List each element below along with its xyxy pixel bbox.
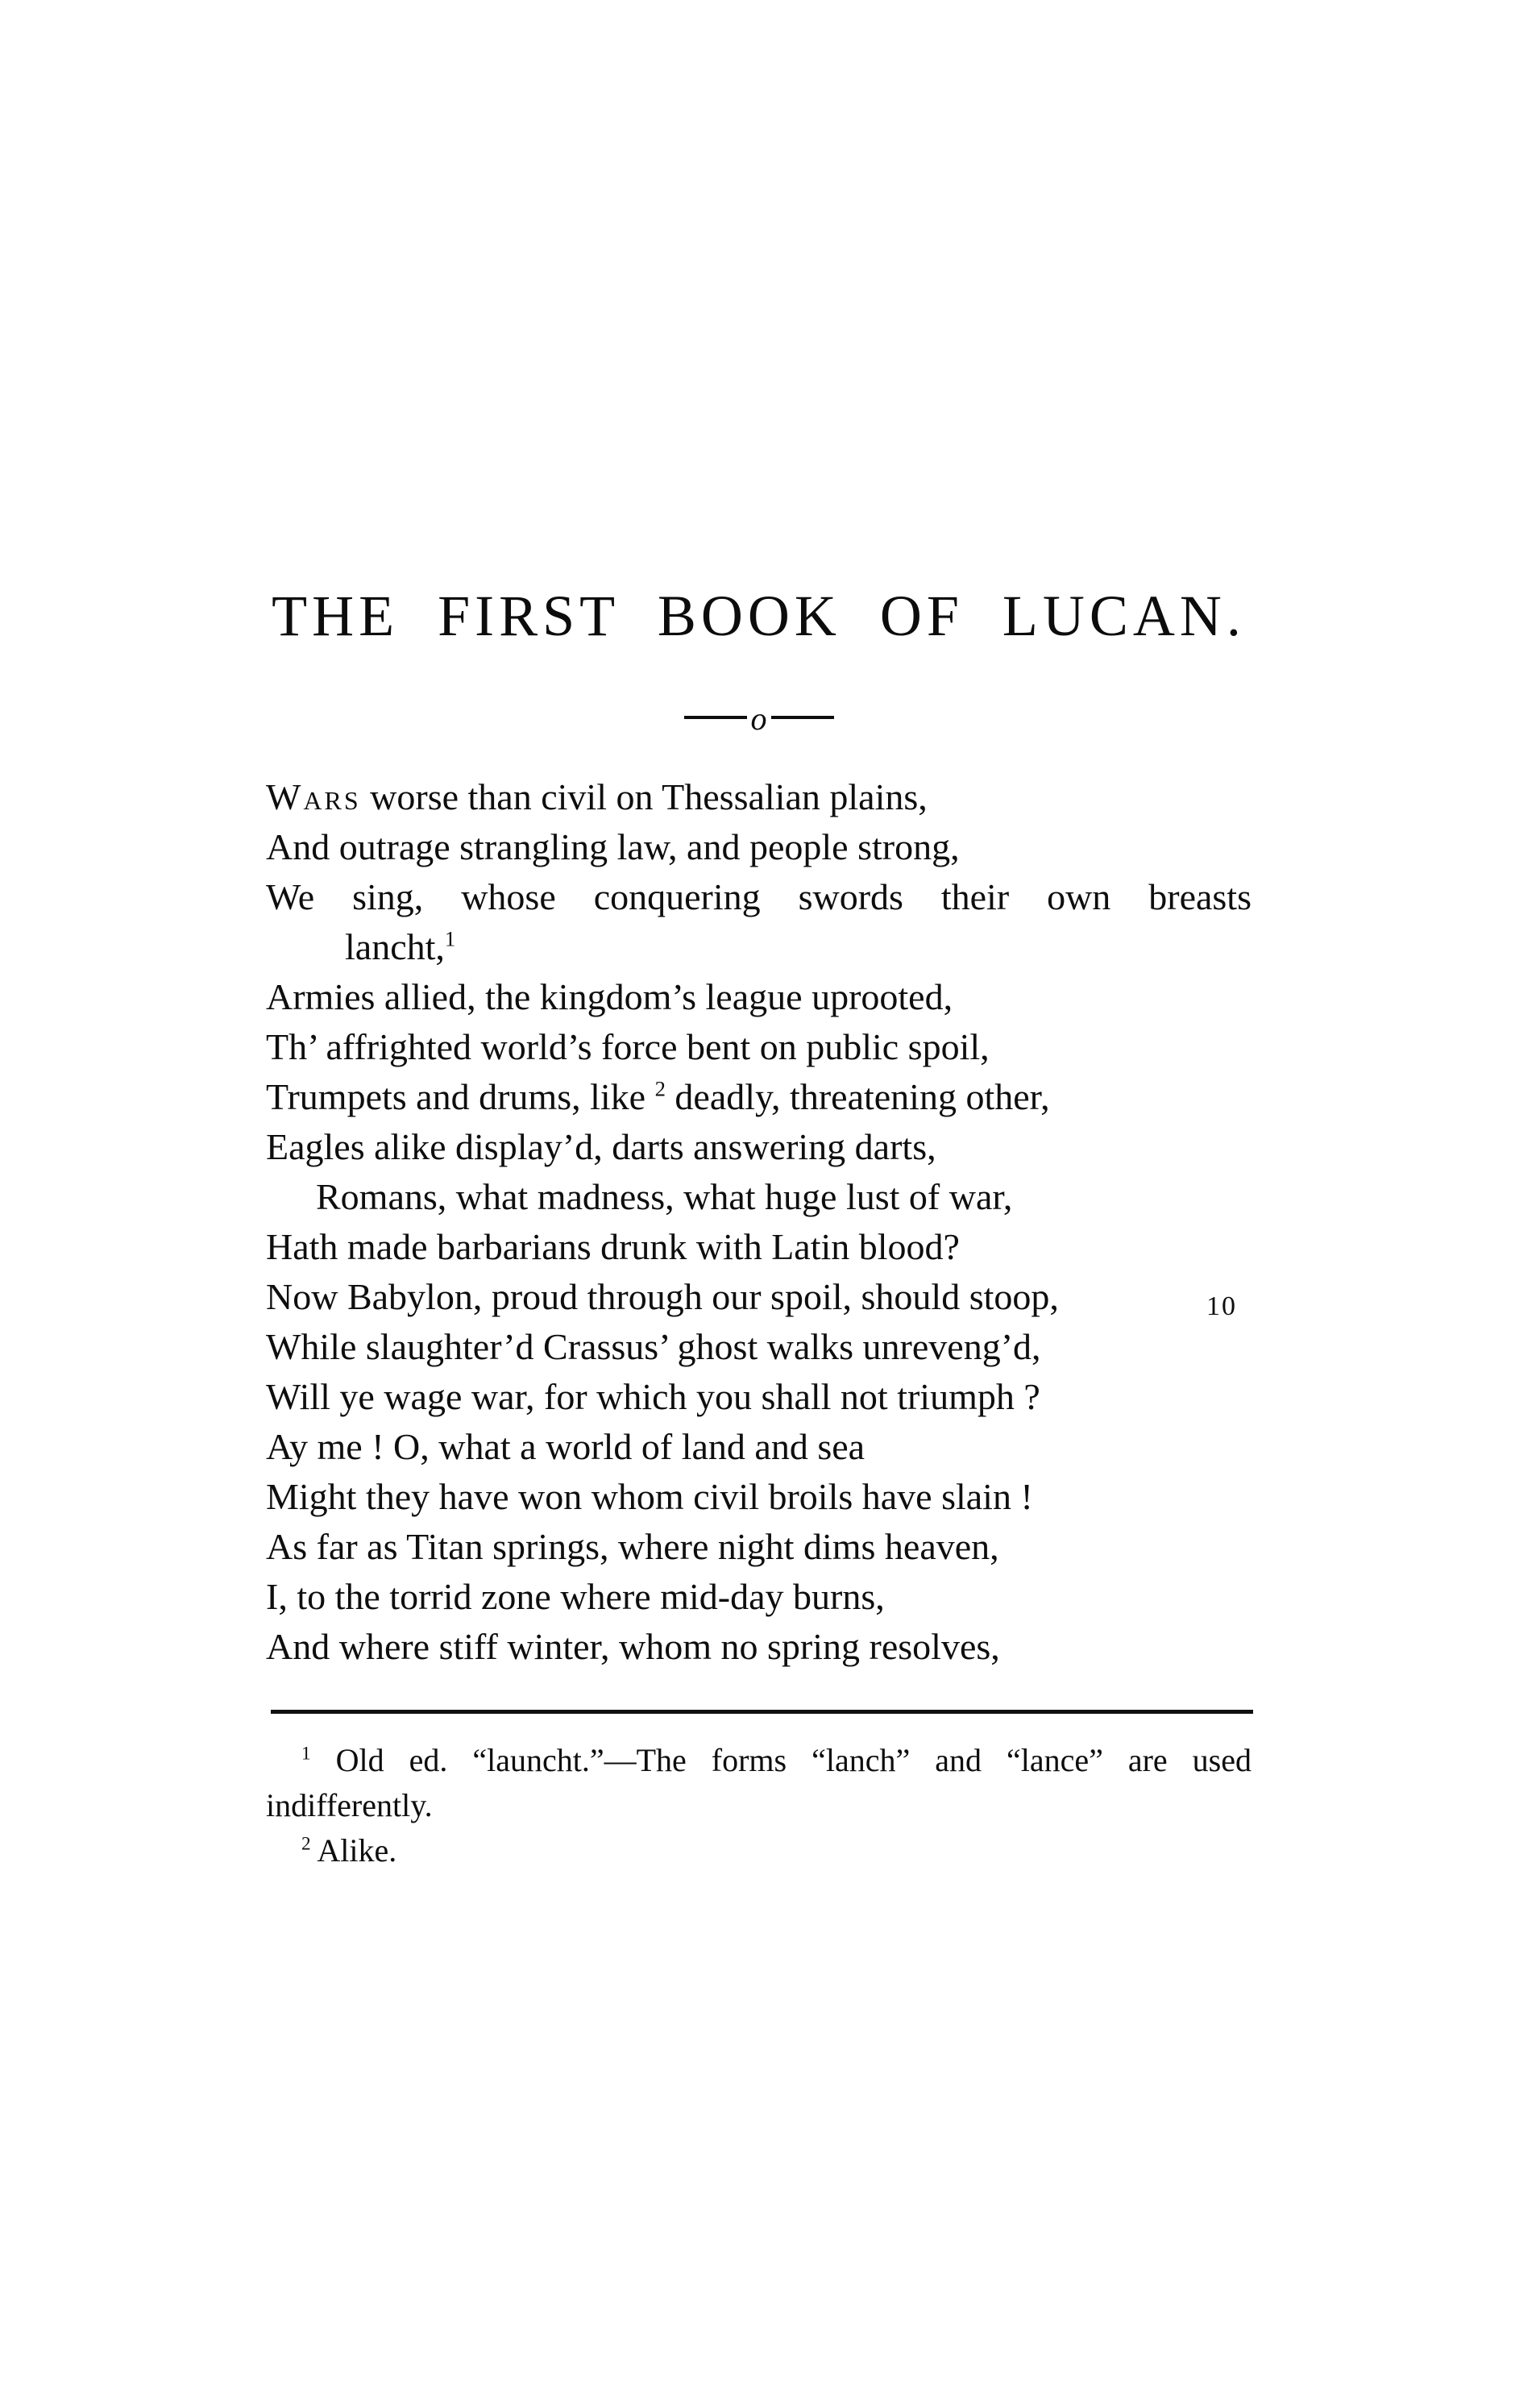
footnote-marker: 2 (654, 1076, 666, 1101)
footnote-marker: 1 (444, 926, 456, 951)
text-segment: And where stiff winter, whom no spring resolves, (266, 1626, 1000, 1667)
text-segment: Romans, what madness, what huge lust of war, (316, 1176, 1013, 1217)
poem-line (266, 1272, 1252, 1322)
poem-line (266, 822, 1252, 872)
divider-dash-left (684, 716, 747, 719)
poem-body (266, 772, 1252, 1672)
footnotes (266, 1738, 1252, 1873)
text-segment: Th’ affrighted world’s force bent on public spoil, (266, 1026, 990, 1067)
text-segment: Might they have won whom civil broils have slain ! (266, 1476, 1033, 1517)
poem-line (266, 1522, 1252, 1572)
poem-line (266, 1222, 1252, 1272)
poem-line (266, 1322, 1252, 1372)
verse-line-number: 10 (1206, 1291, 1237, 1321)
footnote-marker: 1 (301, 1743, 311, 1765)
text-segment: I, to the torrid zone where mid-day burns, (266, 1576, 885, 1617)
poem-line (266, 872, 1252, 922)
text-column (266, 0, 1252, 2403)
text-segment: As far as Titan springs, where night dims heaven, (266, 1526, 999, 1567)
poem-line (266, 1072, 1252, 1122)
poem-line (266, 1172, 1252, 1222)
text-segment: Now Babylon, proud through our spoil, should stoop, (266, 1276, 1059, 1317)
footnote-marker: 2 (301, 1833, 311, 1855)
poem-line (266, 1472, 1252, 1522)
footnote-rule (271, 1710, 1253, 1714)
poem-line (266, 1422, 1252, 1472)
text-segment: While slaughter’d Crassus’ ghost walks unreveng’d, (266, 1326, 1041, 1367)
text-segment: We sing, whose conquering swords their own breasts (266, 876, 1252, 917)
text-segment: Eagles alike display’d, darts answering darts, (266, 1126, 936, 1167)
text-segment: Hath made barbarians drunk with Latin blood? (266, 1226, 960, 1267)
text-segment: Trumpets and drums, like (266, 1076, 655, 1117)
poem-line (266, 1122, 1252, 1172)
divider-dash-right (771, 716, 834, 719)
footnote-line (266, 1738, 1252, 1783)
poem-line (266, 972, 1252, 1022)
text-segment: lancht, (345, 926, 445, 967)
text-segment: worse than civil on Thessalian plains, (360, 776, 928, 817)
text-segment: Armies allied, the kingdom’s league uprooted, (266, 976, 953, 1017)
text-segment: Will ye wage war, for which you shall not triumph ? (266, 1376, 1040, 1417)
poem-line (266, 922, 1252, 972)
footnote-line (266, 1828, 1252, 1873)
text-segment: Alike. (310, 1832, 397, 1869)
text-segment: And outrage strangling law, and people strong, (266, 826, 960, 867)
poem-line (266, 772, 1252, 822)
poem-line (266, 1622, 1252, 1672)
page-title: THE FIRST BOOK OF LUCAN. (272, 584, 1246, 648)
section-divider (266, 700, 1252, 735)
footnote-line (266, 1783, 1252, 1828)
poem-line (266, 1372, 1252, 1422)
poem-line (266, 1022, 1252, 1072)
text-segment: deadly, threatening other, (665, 1076, 1050, 1117)
text-segment: Wars (266, 776, 361, 817)
divider-o-glyph: o (750, 701, 767, 737)
text-segment: Old ed. “launcht.”—The forms “lanch” and “lance” are used (310, 1742, 1252, 1778)
text-segment: Ay me ! O, what a world of land and sea (266, 1426, 865, 1467)
text-segment: indifferently. (266, 1787, 433, 1823)
poem-line (266, 1572, 1252, 1622)
